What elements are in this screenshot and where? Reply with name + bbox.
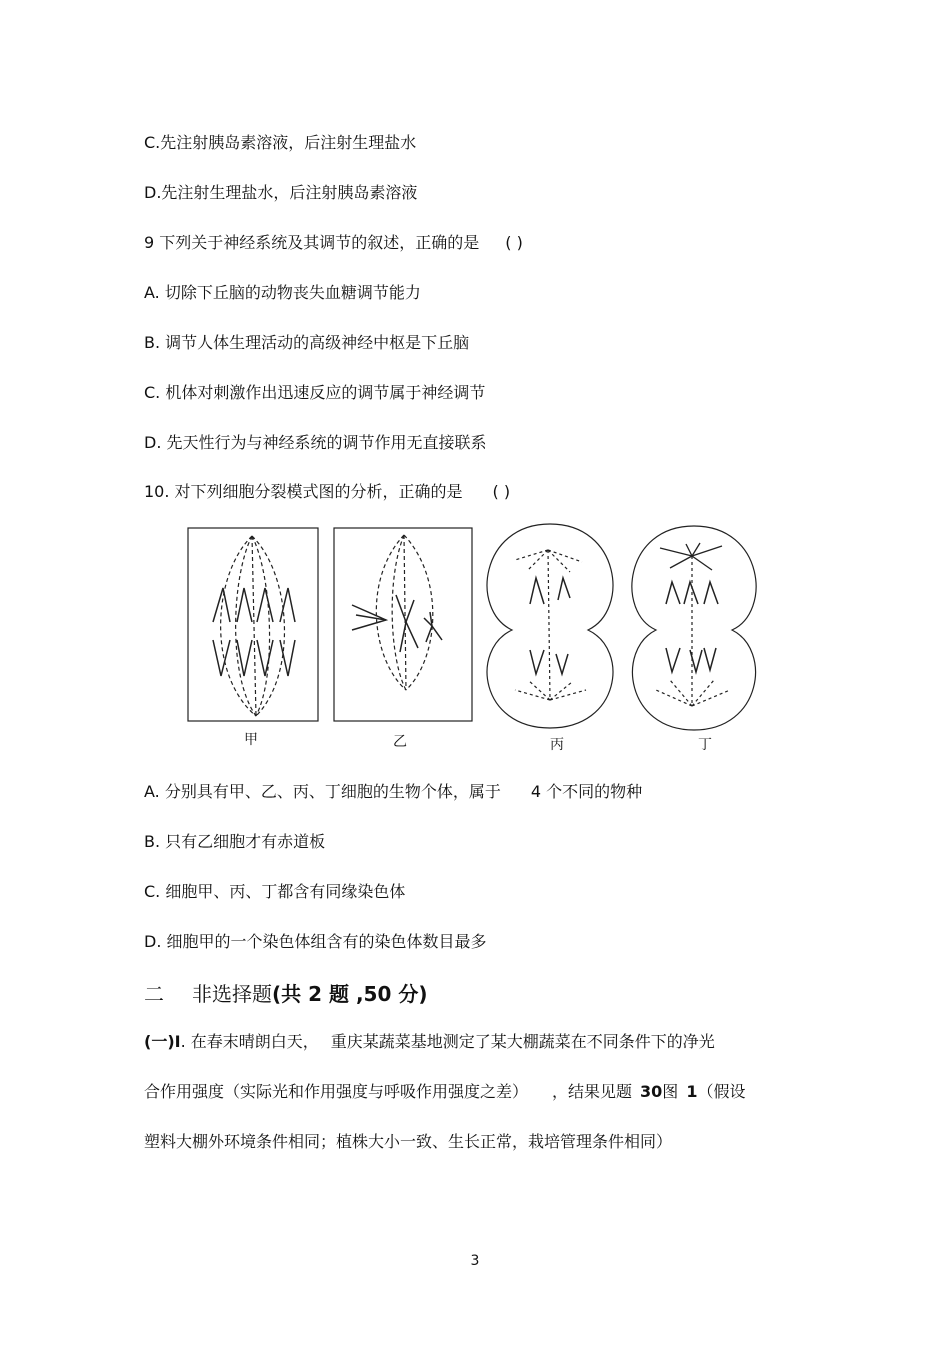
q-one-line-2-c: 图	[662, 1082, 679, 1101]
q-one-line-1-a: . 在春末晴朗白天，	[180, 1032, 319, 1051]
q10-stem-text: 10. 对下列细胞分裂模式图的分析，正确的是	[144, 482, 463, 501]
cell-bing-spindle	[515, 550, 586, 700]
q8-option-d: D.先注射生理盐水，后注射胰岛素溶液	[144, 183, 418, 202]
figure-label-ding: 丁	[698, 737, 712, 753]
q-one-figure-index: 1	[686, 1082, 698, 1101]
cell-bing-membrane	[487, 524, 613, 728]
q10-answer-bracket: ( )	[492, 482, 511, 501]
q-one-line-2-a: 合作用强度（实际光和作用强度与呼吸作用强度之差）	[144, 1082, 529, 1101]
figure-label-bing: 丙	[550, 737, 564, 753]
q-one-line-1-b: 重庆某蔬菜基地测定了某大棚蔬菜在不同条件下的净光	[330, 1032, 715, 1051]
cell-yi-frame	[334, 528, 472, 721]
cell-jia-spindle	[221, 536, 285, 716]
q9-option-d: D. 先天性行为与神经系统的调节作用无直接联系	[144, 433, 487, 452]
page-number: 3	[470, 1253, 480, 1269]
q8-option-c: C.先注射胰岛素溶液，后注射生理盐水	[144, 133, 417, 152]
q10-option-a-text: A. 分别具有甲、乙、丙、丁细胞的生物个体，属于	[144, 782, 501, 801]
q9-answer-bracket: ( )	[505, 233, 523, 252]
q-one-line-2-d: （假设	[697, 1082, 746, 1101]
q10-option-d: D. 细胞甲的一个染色体组含有的染色体数目最多	[144, 932, 487, 951]
q-one-figure-number: 30	[640, 1082, 663, 1101]
q9-option-b: B. 调节人体生理活动的高级神经中枢是下丘脑	[144, 333, 470, 352]
q-one-line-3: 塑料大棚外环境条件相同；植株大小一致、生长正常，栽培管理条件相同）	[144, 1132, 673, 1151]
q-one-label: (一)I	[144, 1032, 181, 1051]
section-title: 非选择题	[192, 982, 272, 1006]
section-number: 二	[144, 982, 164, 1006]
q-one-line-2	[144, 1082, 745, 1102]
cell-jia-frame	[188, 528, 318, 721]
figure-label-jia: 甲	[244, 732, 258, 748]
cell-ding-chromosomes	[666, 582, 718, 672]
q10-option-b: B. 只有乙细胞才有赤道板	[144, 832, 326, 851]
q9-stem-text: 9 下列关于神经系统及其调节的叙述，正确的是	[144, 233, 480, 252]
q-one-line-1	[144, 1032, 715, 1052]
section-score: (共 2 题 ,50 分)	[272, 982, 428, 1006]
cell-ding-spindle	[656, 556, 730, 706]
cell-yi-spindle	[376, 535, 432, 690]
q9-option-a: A. 切除下丘脑的动物丧失血糖调节能力	[144, 283, 421, 302]
q10-option-c: C. 细胞甲、丙、丁都含有同缘染色体	[144, 882, 406, 901]
figure-label-yi: 乙	[393, 734, 407, 750]
cell-yi-chromosomes	[352, 595, 442, 652]
q-one-line-2-b: ，结果见题	[552, 1082, 633, 1101]
q9-option-c: C. 机体对刺激作出迅速反应的调节属于神经调节	[144, 383, 486, 402]
cell-ding-astral-rays	[660, 543, 722, 570]
section-2-heading	[144, 982, 427, 1006]
q10-option-a	[144, 782, 642, 802]
cell-ding-membrane	[632, 526, 756, 730]
q10-option-a-tail: 4 个不同的物种	[530, 782, 643, 801]
